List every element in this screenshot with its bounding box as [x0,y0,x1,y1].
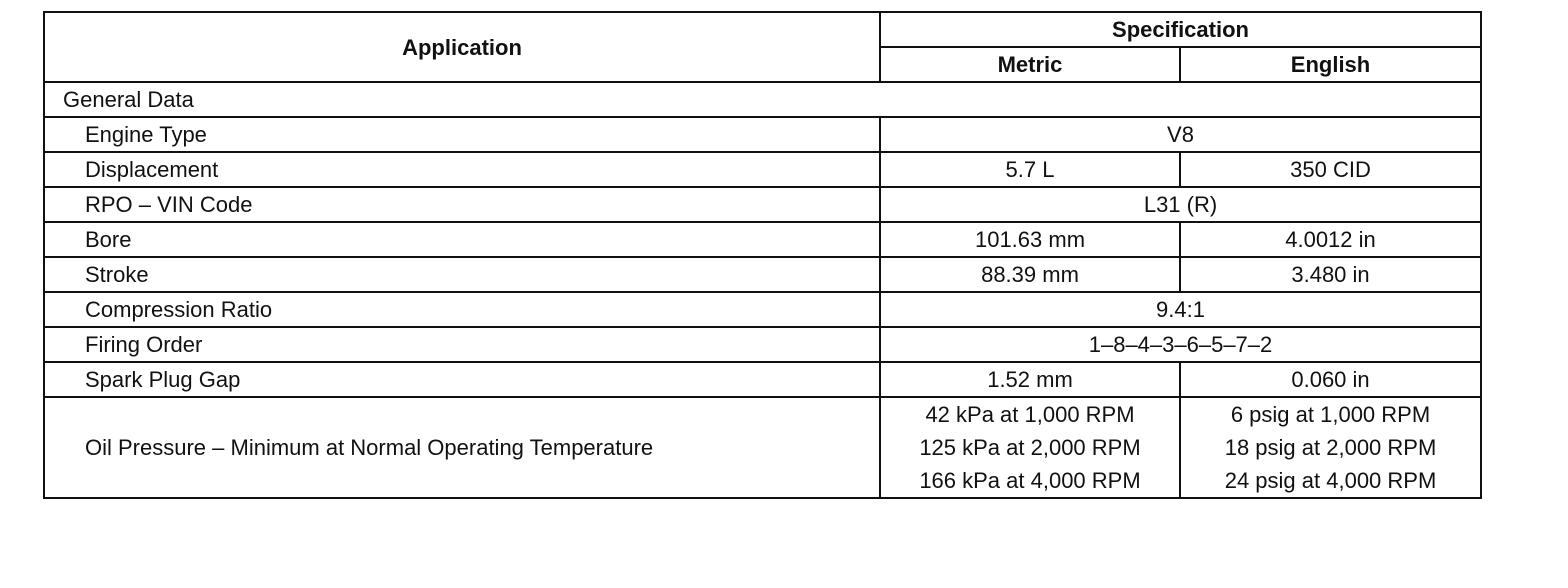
header-row-top [44,12,1481,47]
metric-value-cell: 101.63 mm [880,222,1180,257]
application-cell: Bore [44,222,880,257]
metric-value-cell: 88.39 mm [880,257,1180,292]
table-row [44,257,1481,292]
metric-value-cell [880,397,1180,498]
metric-value-cell: 1.52 mm [880,362,1180,397]
combined-value-cell: 1–8–4–3–6–5–7–2 [880,327,1481,362]
application-cell: Engine Type [44,117,880,152]
header-english: English [1180,47,1481,82]
table-row [44,152,1481,187]
table-row [44,117,1481,152]
english-value-cell: 4.0012 in [1180,222,1481,257]
english-value-cell [1180,397,1481,498]
english-value-line: 6 psig at 1,000 RPM [1230,402,1431,427]
english-value-line: 24 psig at 4,000 RPM [1224,468,1437,493]
metric-value-line: 166 kPa at 4,000 RPM [919,468,1141,493]
english-value-cell: 350 CID [1180,152,1481,187]
engine-specifications-table [43,11,1482,499]
application-cell: Spark Plug Gap [44,362,880,397]
application-cell: Oil Pressure – Minimum at Normal Operating Temperature [44,397,880,498]
application-cell: Displacement [44,152,880,187]
header-specification: Specification [880,12,1481,47]
application-cell: Compression Ratio [44,292,880,327]
table-row [44,327,1481,362]
table-row [44,187,1481,222]
metric-value-line: 125 kPa at 2,000 RPM [919,435,1141,460]
header-metric: Metric [880,47,1180,82]
english-value-cell: 3.480 in [1180,257,1481,292]
metric-value-cell: 5.7 L [880,152,1180,187]
group-label: General Data [44,82,1481,117]
group-row [44,82,1481,117]
combined-value-cell: L31 (R) [880,187,1481,222]
combined-value-cell: V8 [880,117,1481,152]
header-application: Application [44,12,880,82]
application-cell: Firing Order [44,327,880,362]
table-row [44,292,1481,327]
english-value-line: 18 psig at 2,000 RPM [1224,435,1437,460]
application-cell: Stroke [44,257,880,292]
table-row [44,362,1481,397]
application-cell: RPO – VIN Code [44,187,880,222]
table-row [44,222,1481,257]
combined-value-cell: 9.4:1 [880,292,1481,327]
metric-value-line: 42 kPa at 1,000 RPM [925,402,1135,427]
english-value-cell: 0.060 in [1180,362,1481,397]
table-row [44,397,1481,498]
